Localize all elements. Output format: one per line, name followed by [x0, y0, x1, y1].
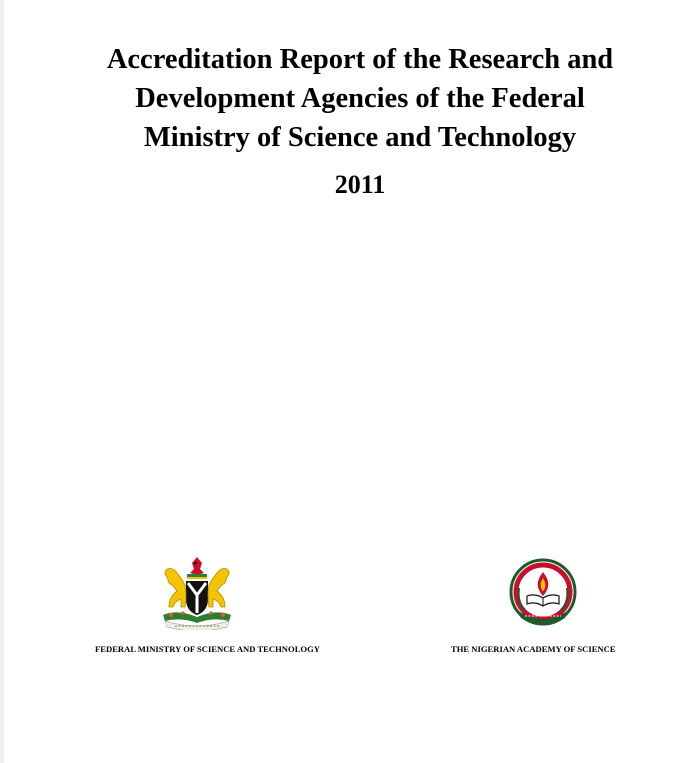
title-line-2: Development Agencies of the Federal	[135, 83, 585, 114]
right-logo-caption: THE NIGERIAN ACADEMY OF SCIENCE	[451, 644, 616, 654]
report-year: 2011	[334, 170, 386, 199]
report-title	[40, 40, 680, 157]
title-line-3: Ministry of Science and Technology	[143, 122, 577, 153]
title-line-1: Accreditation Report of the Research and	[106, 44, 614, 75]
nigeria-coat-of-arms-icon	[157, 555, 237, 630]
left-logo-caption: FEDERAL MINISTRY OF SCIENCE AND TECHNOLOGY	[95, 644, 321, 654]
page-edge	[0, 0, 4, 763]
nigerian-academy-of-science-emblem-icon	[505, 558, 581, 630]
